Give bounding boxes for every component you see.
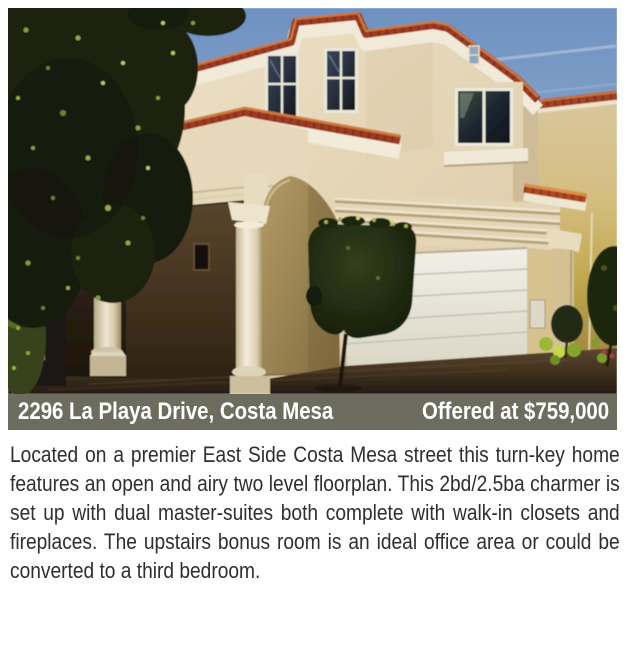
- listing-address: 2296 La Playa Drive, Costa Mesa: [18, 398, 334, 425]
- shadow-window: [194, 244, 209, 270]
- listing-price: Offered at $759,000: [421, 398, 609, 425]
- small-topiary: [551, 305, 583, 343]
- house-photo: [8, 8, 617, 394]
- listing-description: Located on a premier East Side Costa Mesa street this turn-key home features an open and airy two level floorplan. This 2bd/2.5ba charmer is set up with dual master-suites both complete with walk-in closets and fireplaces. The upstairs bonus room is an ideal office area or could be converted to a third bedroom.: [10, 442, 620, 583]
- listing-banner: [8, 394, 617, 430]
- house-photo-art: [8, 8, 617, 394]
- garden-box: [530, 300, 545, 328]
- upper-window-left: [265, 53, 299, 121]
- upper-window-right: [324, 48, 358, 113]
- listing-description-block: [10, 440, 619, 585]
